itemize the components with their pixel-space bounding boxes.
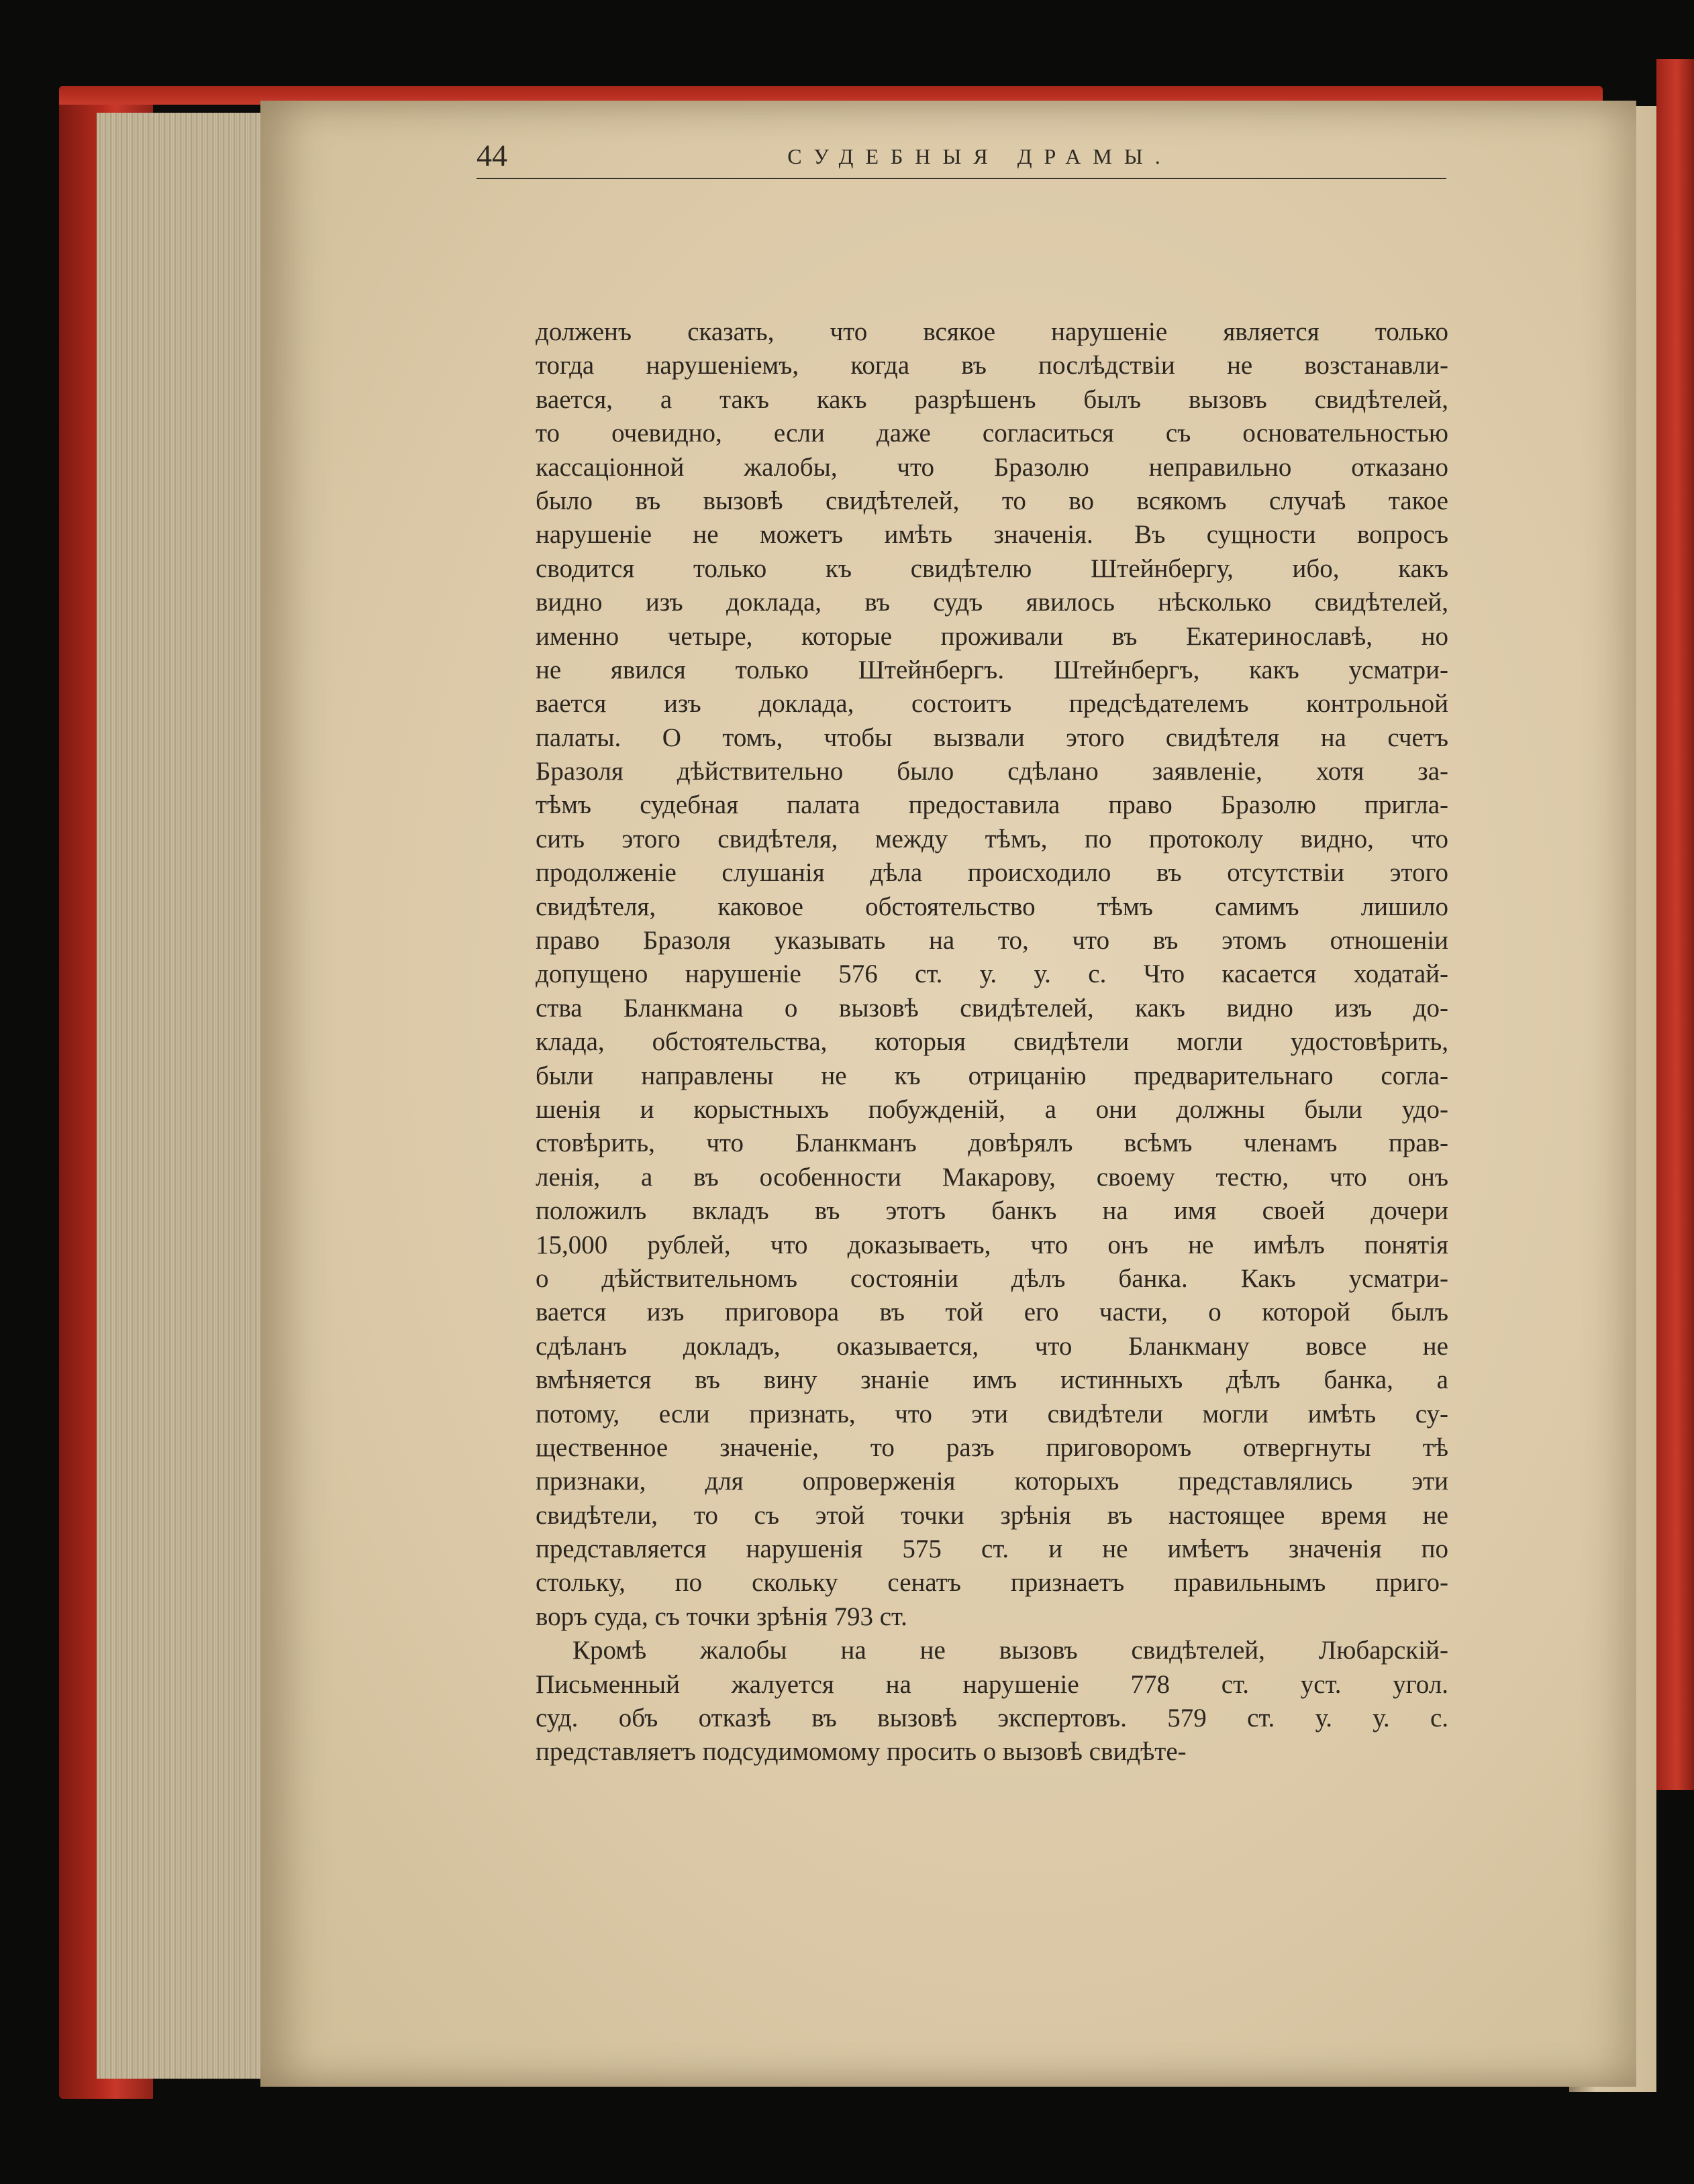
text-line: потому, если признать, что эти свидѣтели могли имѣть су- [536,1399,1448,1428]
text-line: палаты. О томъ, чтобы вызвали этого свидѣтеля на счетъ [536,723,1448,752]
text-line: Письменный жалуется на нарушеніе 778 ст. уст. угол. [536,1669,1448,1699]
text-line: сдѣланъ докладъ, оказывается, что Бланкману вовсе не [536,1331,1448,1361]
page-header [477,138,1446,179]
text-line: ства Бланкмана о вызовѣ свидѣтелей, какъ видно изъ до- [536,993,1448,1023]
running-title: СУДЕБНЫЯ ДРАМЫ. [787,144,1173,168]
text-line: представляется нарушенія 575 ст. и не имѣетъ значенія по [536,1535,1448,1564]
text-line: видно изъ доклада, въ судъ явилось нѣсколько свидѣтелей, [536,588,1448,617]
text-line: о дѣйствительномъ состояніи дѣлъ банка. Какъ усматри- [536,1263,1448,1293]
text-line: тогда нарушеніемъ, когда въ послѣдствіи не возстанавли- [536,351,1448,380]
text-line: Бразоля дѣйствительно было сдѣлано заявленіе, хотя за- [536,757,1448,786]
text-line: стольку, по скольку сенатъ признаетъ правильнымъ приго- [536,1568,1448,1598]
text-line: суд. объ отказѣ въ вызовѣ экспертовъ. 579 ст. у. у. с. [536,1704,1448,1733]
text-line: шенія и корыстныхъ побужденій, а они должны были удо- [536,1094,1448,1124]
text-line: положилъ вкладъ въ этотъ банкъ на имя своей дочери [536,1196,1448,1226]
text-line: было въ вызовѣ свидѣтелей, то во всякомъ случаѣ такое [536,486,1448,515]
text-line: именно четыре, которые проживали въ Екатеринославѣ, но [536,621,1448,651]
text-line: представляетъ подсудимомому просить о вызовѣ свидѣте- [536,1737,1187,1767]
text-line: право Бразоля указывать на то, что въ этомъ отношеніи [536,926,1448,955]
text-line: щественное значеніе, то разъ приговоромъ отвергнуты тѣ [536,1433,1448,1462]
text-line: Кромѣ жалобы на не вызовъ свидѣтелей, Любарскій- [572,1636,1448,1665]
text-line: продолженіе слушанія дѣла происходило въ отсутствіи этого [536,858,1448,888]
text-line: то очевидно, если даже согласиться съ основательностью [536,419,1448,448]
text-line: не явился только Штейнбергъ. Штейнбергъ, какъ усматри- [536,655,1448,684]
text-line: клада, обстоятельства, которыя свидѣтели могли удостовѣрить, [536,1027,1448,1057]
text-line: долженъ сказать, что всякое нарушеніе является только [536,317,1448,346]
text-line: свидѣтели, то съ этой точки зрѣнія въ настоящее время не [536,1500,1448,1530]
book-cover-right [1656,59,1694,1790]
text-line: сводится только къ свидѣтелю Штейнбергу, ибо, какъ [536,554,1448,583]
text-line: вмѣняется въ вину знаніе имъ истинныхъ дѣлъ банка, а [536,1365,1448,1395]
text-line: стовѣрить, что Бланкманъ довѣрялъ всѣмъ членамъ прав- [536,1129,1448,1158]
text-line: вается, а такъ какъ разрѣшенъ былъ вызовъ свидѣтелей, [536,384,1448,414]
text-line: тѣмъ судебная палата предоставила право Бразолю пригла- [536,790,1448,820]
text-line: сить этого свидѣтеля, между тѣмъ, по протоколу видно, что [536,824,1448,853]
body-text [536,315,1448,1769]
text-line: воръ суда, съ точки зрѣнія 793 ст. [536,1602,907,1631]
text-line: признаки, для опроверженія которыхъ представлялись эти [536,1467,1448,1496]
text-line: были направлены не къ отрицанію предварительнаго согла- [536,1061,1448,1090]
text-line: нарушеніе не можетъ имѣть значенія. Въ сущности вопросъ [536,520,1448,550]
page-number: 44 [477,138,507,172]
text-line: вается изъ приговора въ той его части, о которой былъ [536,1298,1448,1327]
text-line: допущено нарушеніе 576 ст. у. у. с. Что касается ходатай- [536,959,1448,989]
text-line: ленія, а въ особенности Макарову, своему тестю, что онъ [536,1162,1448,1192]
text-line: кассаціонной жалобы, что Бразолю неправильно отказано [536,452,1448,482]
text-line: 15,000 рублей, что доказываеть, что онъ не имѣлъ понятія [536,1230,1448,1259]
text-line: свидѣтеля, каковое обстоятельство тѣмъ самимъ лишило [536,892,1448,921]
text-line: вается изъ доклада, состоитъ предсѣдателемъ контрольной [536,689,1448,719]
